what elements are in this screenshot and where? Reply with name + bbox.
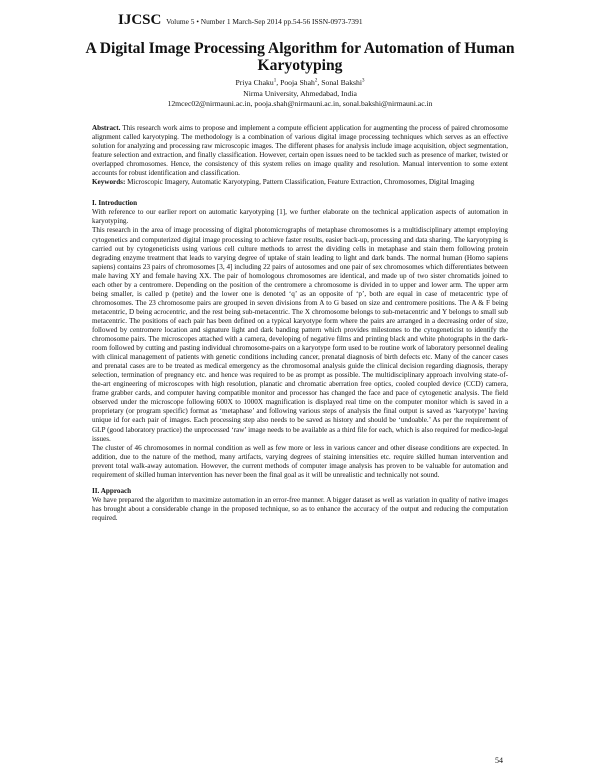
keywords-label: Keywords: xyxy=(92,178,126,187)
intro-paragraph-1: With reference to our earlier report on automatic karyotyping [1], we further elaborate on the technical application aspects of automation in karyotyping. xyxy=(92,208,508,226)
author-names: Priya Chaku$^1$, Pooja Shah$^2$, Sonal Bakshi$^3$ xyxy=(235,78,365,87)
keywords-text: Microscopic Imagery, Automatic Karyotyping, Pattern Classification, Feature Extraction, Chromosomes, Digital Imaging xyxy=(127,178,475,187)
affiliation: Nirma University, Ahmedabad, India xyxy=(243,88,357,98)
abstract xyxy=(92,124,508,178)
journal-header xyxy=(118,12,363,29)
journal-name: IJCSC xyxy=(118,12,162,28)
intro-paragraph-3: The cluster of 46 chromosomes in normal condition as well as few more or less in various cancer and other disease conditions are expected. In addition, due to the nature of the method, many artifacts, varying degrees of staining intensities etc. require skilled human intervention and prevent total walk-away automation. However, the current methods of computer image analysis has proven to be valuable for automation and requirement of skilled human intervention has never been the final goal as it will be unrealistic and technically not sound. xyxy=(92,443,508,479)
keywords xyxy=(92,178,508,187)
page-number: 54 xyxy=(495,756,503,765)
author-3: Sonal Bakshi xyxy=(321,78,363,87)
author-2-mark: 2 xyxy=(314,78,318,84)
intro-paragraph-2: This research in the area of image processing of digital photomicrographs of metaphase chromosomes is a multidisciplinary attempt employing cytogenetics and computerized digital image processing to achieve faster results, easier back-up, processing and data sharing. The karyotyping is carried out by cytogeneticists using various cell culture methods to arrest the dividing cells in metaphase and stain them following protein degrading enzyme treatment that leads to varying degree of uptake of stain leading to light and dark bands. The normal human (Homo sapiens sapiens) contains 23 pairs of chromosomes [3, 4] including 22 pairs of autosomes and one pair of sex chromosomes which differentiates between male having XY and female having XX. The pair of homologous chromosomes are identical, and made up of two sister chromatids joined to each other by a centromere. Depending on the position of the centromere a chromosome is divided in to upper and lower arm. The upper arm being smaller, is called p (petite) and the lower one is denoted ‘q’ as an opposite of ‘p’, both are equal in case of metacentric type of chromosomes. The 23 chromosome pairs are grouped in seven divisions from A to G based on size and centromere positions. The A & F being metacentric, D being acrocentric, and the rest being sub-metacentric. The X chromosome belongs to sub-metacentric and Y belongs to small sub metacentric. The positions of each pair has been defined on a typical karyotype form where the pairs are arranged in a decreasing order of size, followed by centromere location and signature light and dark banding pattern which provides milestones to the cytogeneticist to identify the chromosome pairs. The microscopes attached with a camera, developing of negative films and printing black and white photographs in the dark-room followed by cutting and pasting individual chromosome-pairs on a karyotype form used to be routine work of laboratory personnel dealing with clinical management of patients with genetic conditions including cancer, prenatal diagnosis of birth defects etc. Many of the cancer cases and prenatal cases are to be treated as medical emergency as the chromosomal analysis guide the clinical decision regarding diagnosis, therapy selection, termination of pregnancy etc. and hence was required to be as prompt as possible. The multidisciplinary approach involving state-of-the-art engineering of microscopes with high resolution, planatic and chromatic aberration free optics, cooled coupled device (CCD) camera, frame grabber cards, and computer having compatible monitor and processor has changed the face and pace of cytogenetic analysis. The field observed under the microscope following 600X to 1000X magnification is displayed real time on the computer monitor which is saved in a proprietary (or program specific) format as ‘metaphase’ and following various steps of analysis the final output is saved as ‘karyotype’ having unique id for each pair of images. Each processing step also needs to be saved as history and should be ‘undoable.’ As per the requirement of GLP (good laboratory practice) the unprocessed ‘raw’ image needs to be available as a third file for each, which is also required for medico-legal issues. xyxy=(92,226,508,443)
abstract-label: Abstract. xyxy=(92,124,121,132)
author-1: Priya Chaku xyxy=(235,78,274,87)
author-1-mark: 1 xyxy=(273,78,277,84)
author-emails: 12mcec02@nirmauni.ac.in, pooja.shah@nirmauni.ac.in, sonal.bakshi@nirmauni.ac.in xyxy=(167,99,433,108)
journal-details: Volume 5 • Number 1 March-Sep 2014 pp.54-56 ISSN-0973-7391 xyxy=(166,17,363,26)
paper-body xyxy=(92,124,508,523)
approach-paragraph-1: We have prepared the algorithm to maximize automation in an error-free manner. A bigger dataset as well as variation in quality of native images has brought about a considerable change in the proposed technique, so as to enhance the accuracy of the output and reducing the computation required. xyxy=(92,495,508,522)
author-block xyxy=(60,78,540,110)
author-2: Pooja Shah xyxy=(280,78,315,87)
section-heading-approach: II. Approach xyxy=(92,486,132,495)
author-3-mark: 3 xyxy=(362,78,365,84)
paper-title: A Digital Image Processing Algorithm for Automation of Human Karyotyping xyxy=(85,40,515,74)
section-heading-introduction: I. Introduction xyxy=(92,199,138,208)
abstract-text: This research work aims to propose and implement a compute efficient application for augmenting the process of paired chromosome alignment called karyotyping. The methodology is a combination of various digital image processing techniques which serves as an effective solution for analyzing and processing raw microscopic images. The different phases for analysis include image acquisition, object segmentation, feature selection and extraction, and finally classification. However, certain open issues need to be tackled such as presence of marker, twisted or overlapped chromosomes. Hence, the consistency of this system relies on image quality and resolution. Manual intervention to some extent accounts for robust identification and classification. xyxy=(92,124,509,178)
